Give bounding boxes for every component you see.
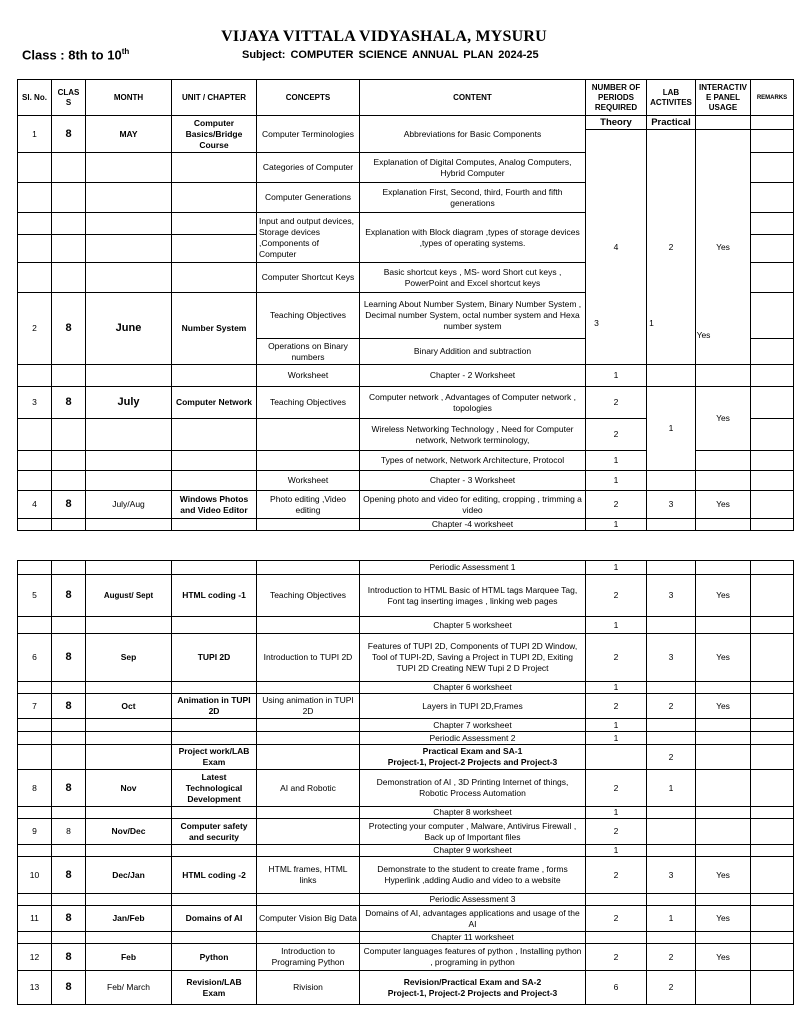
practical-cell: 2 [647,694,696,719]
content-cell: Abbreviations for Basic Components [360,116,586,153]
class-cell: 8 [52,387,86,419]
month-cell: MAY [86,116,172,153]
theory-cell: 1 [586,719,647,732]
row2-theory: 3 [594,318,599,328]
unit-cell: Animation in TUPI 2D [172,694,257,719]
table-row [18,719,794,732]
sl-no: 9 [18,819,52,845]
theory-cell: 2 [586,491,647,519]
concept-cell: Computer Generations [257,183,360,213]
concept-cell: Using animation in TUPI 2D [257,694,360,719]
content-cell: Basic shortcut keys , MS- word Short cut keys , PowerPoint and Excel shortcut keys [360,263,586,293]
month-cell: June [86,293,172,365]
table-row [18,732,794,745]
unit-cell: Domains of AI [172,906,257,932]
content-cell: Demonstrate to the student to create frame , forms Hyperlink ,adding Audio and video to a website [360,857,586,894]
concept-cell: Introduction to TUPI 2D [257,634,360,682]
header-remarks: REMARKS [751,80,794,116]
practical-cell: 3 [647,857,696,894]
theory-cell: 2 [586,694,647,719]
class-cell: 8 [52,944,86,971]
unit-cell: Python [172,944,257,971]
month-cell: Nov/Dec [86,819,172,845]
header-periods: NUMBER OF PERIODS REQUIRED [586,80,647,116]
concept-cell: Worksheet [257,365,360,387]
theory-cell: 2 [586,770,647,807]
month-cell: July/Aug [86,491,172,519]
header-month: MONTH [86,80,172,116]
panel-cell: Yes [696,634,751,682]
content-cell: Computer network , Advantages of Computer network , topologies [360,387,586,419]
sl-no: 12 [18,944,52,971]
table-row [18,694,794,719]
concept-cell: Categories of Computer [257,153,360,183]
unit-cell: Computer Network [172,387,257,419]
theory-cell: 1 [586,617,647,634]
theory-cell: 1 [586,807,647,819]
theory-cell: 1 [586,471,647,491]
panel-cell: Yes [696,575,751,617]
theory-cell: 1 [586,732,647,745]
theory-cell: 2 [586,906,647,932]
unit-cell: Windows Photos and Video Editor [172,491,257,519]
concept-cell: Computer Terminologies [257,116,360,153]
sl-no: 13 [18,971,52,1005]
month-cell: Nov [86,770,172,807]
class-suffix: th [121,47,130,56]
month-cell: August/ Sept [86,575,172,617]
panel-cell: Yes [696,857,751,894]
unit-cell: Number System [172,293,257,365]
concept-cell: Teaching Objectives [257,293,360,339]
unit-cell: Computer safety and security [172,819,257,845]
concept-cell: Teaching Objectives [257,387,360,419]
content-cell: Explanation with Block diagram ,types of storage devices ,types of operating systems. [360,213,586,263]
content-cell [360,971,586,1005]
table-row [18,845,794,857]
theory-cell: 2 [586,857,647,894]
practical-cell: 2 [647,745,696,770]
theory-cell: 2 [586,819,647,845]
unit-cell: Revision/LAB Exam [172,971,257,1005]
table-row [18,932,794,944]
content-cell: Explanation First, Second, third, Fourth and fifth generations [360,183,586,213]
class-cell: 8 [52,116,86,153]
table-row [18,770,794,807]
content-cell: Computer languages features of python , Installing python , programing in python [360,944,586,971]
class-cell: 8 [52,770,86,807]
content-cell: Periodic Assessment 2 [360,732,586,745]
panel-cell: Yes [696,130,751,365]
practical-cell: 1 [647,770,696,807]
concept-cell: Worksheet [257,471,360,491]
table-row [18,634,794,682]
content-cell: Introduction to HTML Basic of HTML tags Marquee Tag, Font tag inserting images , linking web pages [360,575,586,617]
panel-cell: Yes [696,694,751,719]
revision-line-1: Revision/Practical Exam and SA-2 [403,976,542,987]
sl-no: 5 [18,575,52,617]
practical-cell: 1 [647,387,696,471]
header-unit: UNIT / CHAPTER [172,80,257,116]
panel-cell: Yes [696,944,751,971]
table-row [18,519,794,531]
content-cell: Wireless Networking Technology , Need for Computer network, Network terminology, [360,419,586,451]
theory-cell: 2 [586,387,647,419]
header-concepts: CONCEPTS [257,80,360,116]
table-row [18,116,794,130]
class-cell: 8 [52,857,86,894]
concept-cell: Computer Shortcut Keys [257,263,360,293]
practical-label: Practical [647,116,696,130]
practical-cell: 1 [647,906,696,932]
practical-cell: 2 [647,971,696,1005]
table-row [18,894,794,906]
content-cell: Explanation of Digital Computes, Analog Computers, Hybrid Computer [360,153,586,183]
content-cell: Chapter 5 worksheet [360,617,586,634]
table-row [18,745,794,770]
class-cell: 8 [52,819,86,845]
header-slno: Sl. No. [18,80,52,116]
sl-no: 7 [18,694,52,719]
concept-cell: Computer Vision Big Data [257,906,360,932]
sl-no: 8 [18,770,52,807]
unit-cell: Latest Technological Development [172,770,257,807]
revision-line-2: Project-1, Project-2 Projects and Project-3 [387,987,558,998]
table-row [18,387,794,419]
project-line-1: Practical Exam and SA-1 [422,746,523,756]
concept-cell: Teaching Objectives [257,575,360,617]
content-cell: Learning About Number System, Binary Number System , Decimal number System, octal number system and Hexa number system [360,293,586,339]
content-cell [360,745,586,770]
table-row [18,857,794,894]
plan-table-top [17,79,794,531]
subject-line: Subject: COMPUTER SCIENCE ANNUAL PLAN 2024-25 [242,49,539,61]
content-cell: Domains of AI, advantages applications and usage of the AI [360,906,586,932]
class-cell: 8 [52,634,86,682]
class-label [22,47,129,62]
sl-no: 6 [18,634,52,682]
theory-cell: 2 [586,419,647,451]
unit-cell: HTML coding -2 [172,857,257,894]
table-row [18,365,794,387]
content-cell: Opening photo and video for editing, cropping , trimming a video [360,491,586,519]
table-row [18,491,794,519]
header-row [18,80,794,116]
concept-cell: Rivision [257,971,360,1005]
theory-cell: 1 [586,451,647,471]
header-content: CONTENT [360,80,586,116]
class-range: Class : 8th to 10 [22,47,122,63]
header-class: CLAS S [52,80,86,116]
project-line-2: Project-1, Project-2 Projects and Project-3 [387,757,558,767]
content-cell: Chapter 9 worksheet [360,845,586,857]
unit-cell: Computer Basics/Bridge Course [172,116,257,153]
table-row [18,906,794,932]
concept-cell: Introduction to Programing Python [257,944,360,971]
content-cell: Periodic Assessment 1 [360,561,586,575]
theory-cell: 1 [586,365,647,387]
class-cell: 8 [52,491,86,519]
theory-cell: 2 [586,634,647,682]
sl-no: 11 [18,906,52,932]
month-cell: Feb [86,944,172,971]
table-row [18,971,794,1005]
sl-no: 10 [18,857,52,894]
practical-cell: 3 [647,491,696,519]
class-cell: 8 [52,575,86,617]
month-cell: Dec/Jan [86,857,172,894]
theory-cell: 1 [586,682,647,694]
table-row [18,561,794,575]
month-cell: July [86,387,172,419]
table-row [18,575,794,617]
unit-cell: Project work/LAB Exam [172,745,257,770]
content-cell: Chapter 8 worksheet [360,807,586,819]
plan-table-bottom [17,560,794,1005]
sl-no: 3 [18,387,52,419]
header-panel: INTERACTIV E PANEL USAGE [696,80,751,116]
content-cell: Binary Addition and subtraction [360,339,586,365]
table-row [18,682,794,694]
month-cell: Jan/Feb [86,906,172,932]
content-cell: Chapter 11 worksheet [360,932,586,944]
theory-cell: 2 [586,944,647,971]
sl-no: 1 [18,116,52,153]
theory-cell: 1 [586,561,647,575]
table-row [18,807,794,819]
class-cell: 8 [52,906,86,932]
row2-practical: 1 [649,318,654,328]
theory-cell: 1 [586,845,647,857]
theory-cell: 6 [586,971,647,1005]
content-cell: Protecting your computer , Malware, Antivirus Firewall , Back up of Important files [360,819,586,845]
table-row [18,471,794,491]
month-cell: Sep [86,634,172,682]
unit-cell: HTML coding -1 [172,575,257,617]
month-cell: Oct [86,694,172,719]
practical-cell: 2 [647,130,696,365]
theory-cell: 2 [586,575,647,617]
table-row [18,819,794,845]
theory-cell: 4 [586,130,647,365]
concept-cell: Operations on Binary numbers [257,339,360,365]
panel-cell: Yes [696,387,751,451]
class-cell: 8 [52,694,86,719]
practical-cell: 2 [647,944,696,971]
content-cell: Features of TUPI 2D, Components of TUPI 2D Window, Tool of TUPI-2D, Saving a Project in TUPI 2D, Exiting TUPI 2D Creating NEW Tupi 2 D Project [360,634,586,682]
class-cell: 8 [52,971,86,1005]
content-cell: Periodic Assessment 3 [360,894,586,906]
theory-cell: 1 [586,519,647,531]
content-cell: Chapter -4 worksheet [360,519,586,531]
month-cell: Feb/ March [86,971,172,1005]
concept-cell: HTML frames, HTML links [257,857,360,894]
content-cell: Chapter - 2 Worksheet [360,365,586,387]
content-cell: Types of network, Network Architecture, Protocol [360,451,586,471]
practical-cell: 3 [647,575,696,617]
content-cell: Chapter - 3 Worksheet [360,471,586,491]
table-row [18,617,794,634]
sl-no: 2 [18,293,52,365]
panel-cell: Yes [696,906,751,932]
content-cell: Chapter 7 worksheet [360,719,586,732]
header-lab: LAB ACTIVITES [647,80,696,116]
practical-cell: 3 [647,634,696,682]
row2-panel: Yes [696,330,711,340]
class-cell: 8 [52,293,86,365]
content-cell: Chapter 6 worksheet [360,682,586,694]
concept-cell: Input and output devices, Storage devices ,Components of Computer [257,213,360,263]
concept-cell: AI and Robotic [257,770,360,807]
content-cell: Layers in TUPI 2D,Frames [360,694,586,719]
content-cell: Demonstration of AI , 3D Printing Internet of things, Robotic Process Automation [360,770,586,807]
school-name: VIJAYA VITTALA VIDYASHALA, MYSURU [221,28,547,45]
table-row [18,944,794,971]
unit-cell: TUPI 2D [172,634,257,682]
theory-label: Theory [586,116,647,130]
sl-no: 4 [18,491,52,519]
panel-cell: Yes [696,491,751,519]
concept-cell: Photo editing ,Video editing [257,491,360,519]
